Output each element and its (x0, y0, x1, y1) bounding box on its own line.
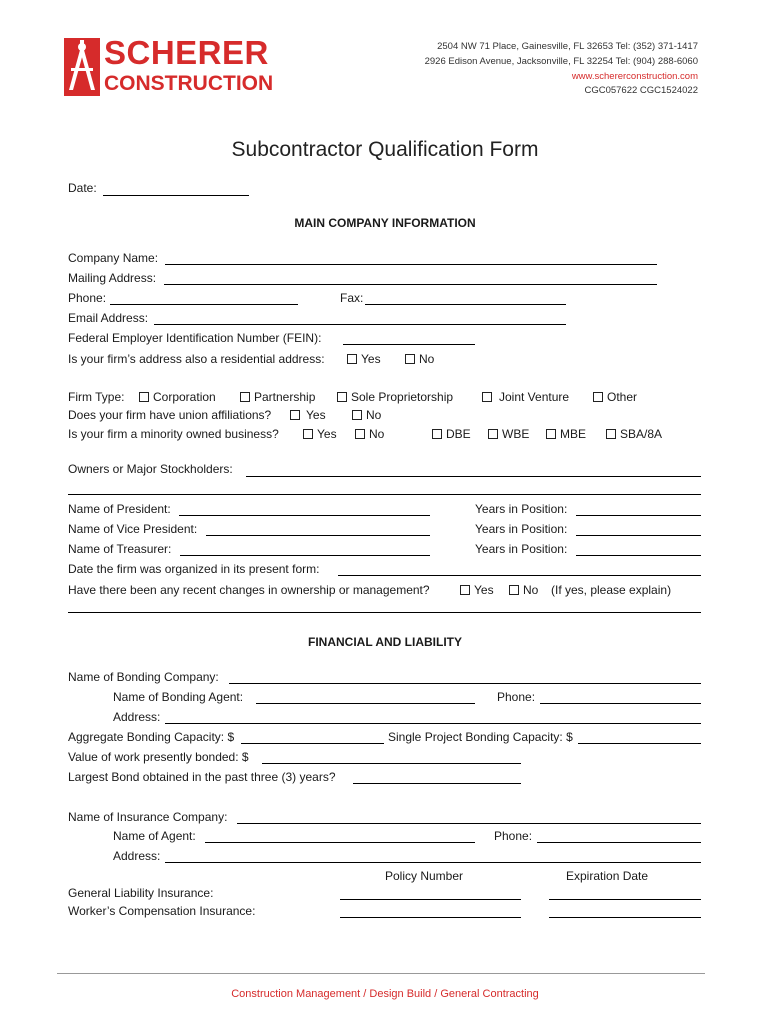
changes-no-option[interactable] (509, 583, 538, 598)
firm-type-sole-proprietorship-label: Sole Proprietorship (351, 390, 454, 404)
if-yes-explain-note: (If yes, please explain) (551, 583, 672, 597)
checkbox-icon[interactable] (606, 429, 616, 439)
president-label: Name of President: (68, 502, 171, 516)
firm-type-corporation-label: Corporation (153, 390, 216, 404)
bonding-agent-label: Name of Bonding Agent: (113, 690, 244, 704)
firm-type-other-label: Other (607, 390, 638, 404)
owners-field[interactable] (246, 476, 701, 477)
owners-field-line2[interactable] (68, 494, 701, 495)
bonding-address-field[interactable] (165, 723, 701, 724)
workers-comp-label: Worker’s Compensation Insurance: (68, 904, 256, 918)
bonding-address-label: Address: (113, 710, 161, 724)
workers-comp-policy-field[interactable] (340, 917, 521, 918)
vice-president-label: Name of Vice President: (68, 522, 198, 536)
insurance-address-field[interactable] (165, 862, 701, 863)
single-capacity-field[interactable] (578, 743, 701, 744)
minority-dbe-option[interactable] (432, 427, 471, 442)
firm-type-partnership-label: Partnership (254, 390, 316, 404)
union-yes-option[interactable] (290, 408, 326, 423)
bonding-company-field[interactable] (229, 683, 701, 684)
union-no-label: No (366, 408, 382, 422)
date-organized-field[interactable] (338, 575, 701, 576)
treasurer-field[interactable] (180, 555, 430, 556)
company-name-label: Company Name: (68, 251, 159, 265)
firm-type-corporation[interactable] (139, 390, 216, 405)
insurance-phone-label: Phone: (494, 829, 533, 843)
changes-explain-field[interactable] (68, 612, 701, 613)
fein-field[interactable] (343, 344, 475, 345)
aggregate-capacity-label: Aggregate Bonding Capacity: $ (68, 730, 235, 744)
president-years-label: Years in Position: (475, 502, 568, 516)
address-gainesville: 2504 NW 71 Place, Gainesville, FL 32653 Tel: (352) 371-1417 (437, 41, 698, 52)
bonding-phone-field[interactable] (540, 703, 701, 704)
website-link[interactable]: www.schererconstruction.com (571, 71, 698, 82)
expiration-date-header: Expiration Date (566, 869, 649, 883)
largest-bond-field[interactable] (353, 783, 521, 784)
checkbox-icon[interactable] (139, 392, 149, 402)
bonding-company-label: Name of Bonding Company: (68, 670, 219, 684)
footer-divider (57, 973, 705, 974)
vice-president-years-label: Years in Position: (475, 522, 568, 536)
checkbox-icon[interactable] (488, 429, 498, 439)
firm-type-other[interactable] (593, 390, 637, 405)
checkbox-icon[interactable] (432, 429, 442, 439)
union-no-option[interactable] (352, 408, 381, 423)
firm-type-joint-venture-label: Joint Venture (499, 390, 570, 404)
changes-yes-option[interactable] (460, 583, 494, 598)
firm-type-label: Firm Type: (68, 390, 125, 404)
date-label: Date: (68, 181, 97, 195)
residential-no-label: No (419, 352, 435, 366)
checkbox-icon[interactable] (593, 392, 603, 402)
owners-label: Owners or Major Stockholders: (68, 462, 233, 476)
insurance-agent-label: Name of Agent: (113, 829, 196, 843)
drafting-compass-icon (64, 38, 100, 96)
address-jacksonville: 2926 Edison Avenue, Jacksonville, FL 32254 Tel: (904) 288-6060 (424, 56, 698, 67)
largest-bond-label: Largest Bond obtained in the past three (3) years? (68, 770, 336, 784)
minority-wbe-label: WBE (502, 427, 530, 441)
phone-label: Phone: (68, 291, 107, 305)
residential-yes-label: Yes (361, 352, 381, 366)
logo-scherer-text: SCHERER (104, 34, 269, 71)
minority-no-label: No (369, 427, 385, 441)
checkbox-icon[interactable] (352, 410, 362, 420)
firm-type-partnership[interactable] (240, 390, 315, 405)
minority-question: Is your firm a minority owned business? (68, 427, 279, 441)
vice-president-field[interactable] (206, 535, 430, 536)
checkbox-icon[interactable] (337, 392, 347, 402)
general-liability-label: General Liability Insurance: (68, 886, 214, 900)
mailing-address-label: Mailing Address: (68, 271, 157, 285)
value-bonded-label: Value of work presently bonded: $ (68, 750, 249, 764)
minority-dbe-label: DBE (446, 427, 471, 441)
checkbox-icon[interactable] (290, 410, 300, 420)
insurance-phone-field[interactable] (537, 842, 701, 843)
changes-yes-label: Yes (474, 583, 494, 597)
logo-construction-text: CONSTRUCTION (104, 72, 274, 95)
insurance-company-label: Name of Insurance Company: (68, 810, 228, 824)
insurance-address-label: Address: (113, 849, 161, 863)
insurance-agent-field[interactable] (205, 842, 475, 843)
company-logo (64, 34, 280, 96)
minority-yes-label: Yes (317, 427, 337, 441)
fax-field[interactable] (365, 304, 566, 305)
firm-type-sole-proprietorship[interactable] (337, 390, 453, 405)
minority-sba-option[interactable] (606, 427, 662, 442)
fax-label: Fax: (340, 291, 364, 305)
value-bonded-field[interactable] (262, 763, 521, 764)
license-numbers: CGC057622 CGC1524022 (584, 85, 698, 96)
checkbox-icon[interactable] (303, 429, 313, 439)
form-title: Subcontractor Qualification Form (231, 138, 539, 161)
policy-number-header: Policy Number (385, 869, 464, 883)
president-years-field[interactable] (576, 515, 701, 516)
email-field[interactable] (154, 324, 566, 325)
checkbox-icon[interactable] (405, 354, 415, 364)
residential-question: Is your firm’s address also a residential address: (68, 352, 325, 366)
union-yes-label: Yes (306, 408, 326, 422)
minority-yes-option[interactable] (303, 427, 337, 442)
checkbox-icon[interactable] (509, 585, 519, 595)
mailing-address-field[interactable] (164, 284, 657, 285)
checkbox-icon[interactable] (482, 392, 492, 402)
changes-no-label: No (523, 583, 539, 597)
minority-no-option[interactable] (355, 427, 384, 442)
bonding-agent-field[interactable] (256, 703, 475, 704)
recent-changes-question: Have there been any recent changes in ownership or management? (68, 583, 430, 597)
bonding-phone-label: Phone: (497, 690, 536, 704)
firm-type-joint-venture[interactable] (482, 390, 569, 405)
treasurer-label: Name of Treasurer: (68, 542, 172, 556)
residential-no-option[interactable] (405, 352, 434, 367)
phone-field[interactable] (110, 304, 298, 305)
date-field[interactable] (103, 195, 249, 196)
single-capacity-label: Single Project Bonding Capacity: $ (388, 730, 573, 744)
checkbox-icon[interactable] (240, 392, 250, 402)
treasurer-years-label: Years in Position: (475, 542, 568, 556)
fein-label: Federal Employer Identification Number (FEIN): (68, 331, 322, 345)
general-liability-expiration-field[interactable] (549, 899, 701, 900)
minority-sba-label: SBA/8A (620, 427, 663, 441)
main-company-heading: MAIN COMPANY INFORMATION (294, 216, 476, 230)
checkbox-icon[interactable] (347, 354, 357, 364)
minority-mbe-label: MBE (560, 427, 587, 441)
financial-heading: FINANCIAL AND LIABILITY (308, 635, 462, 649)
company-name-field[interactable] (165, 264, 657, 265)
union-question: Does your firm have union affiliations? (68, 408, 272, 422)
checkbox-icon[interactable] (355, 429, 365, 439)
checkbox-icon[interactable] (546, 429, 556, 439)
email-label: Email Address: (68, 311, 149, 325)
minority-mbe-option[interactable] (546, 427, 586, 442)
minority-wbe-option[interactable] (488, 427, 529, 442)
footer-services: Construction Management / Design Build / General Contracting (231, 988, 539, 1000)
workers-comp-expiration-field[interactable] (549, 917, 701, 918)
aggregate-capacity-field[interactable] (241, 743, 384, 744)
date-organized-label: Date the firm was organized in its present form: (68, 562, 320, 576)
insurance-company-field[interactable] (237, 823, 701, 824)
vice-president-years-field[interactable] (576, 535, 701, 536)
president-field[interactable] (179, 515, 430, 516)
general-liability-policy-field[interactable] (340, 899, 521, 900)
checkbox-icon[interactable] (460, 585, 470, 595)
residential-yes-option[interactable] (347, 352, 381, 367)
treasurer-years-field[interactable] (576, 555, 701, 556)
